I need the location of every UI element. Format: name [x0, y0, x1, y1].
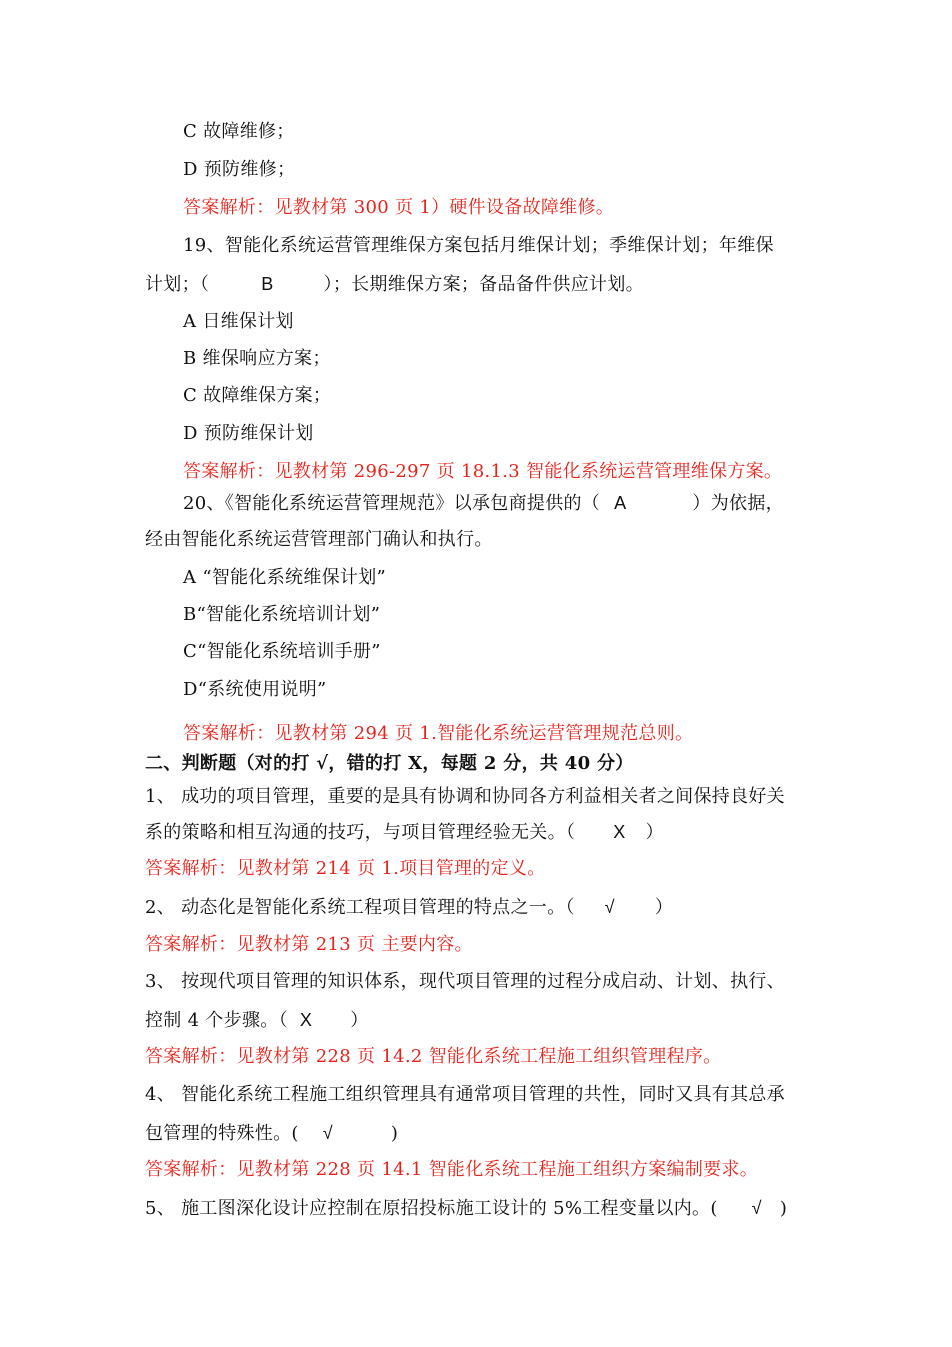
tf1-line1: 1、 成功的项目管理，重要的是具有协调和协同各方利益相关者之间保持良好关: [145, 786, 785, 807]
tf5-line1-post: ): [779, 1198, 788, 1219]
tf3-line2-pre: 控制 4 个步骤。（: [145, 1010, 288, 1031]
q19-stem-line1: 19、智能化系统运营管理维保方案包括月维保计划；季维保计划；年维保: [183, 235, 774, 256]
tf3-mark: X: [299, 1010, 313, 1030]
tf3-line2-post: ）: [350, 1010, 369, 1031]
tf1-answer: 答案解析：见教材第 214 页 1.项目管理的定义。: [145, 858, 546, 879]
q20-stem-pre: 20、《智能化系统运营管理规范》以承包商提供的（: [183, 493, 601, 514]
tf3-answer: 答案解析：见教材第 228 页 14.2 智能化系统工程施工组织管理程序。: [145, 1046, 722, 1067]
tf1-line2: [145, 820, 664, 845]
tf1-line2-pre: 系的策略和相互沟通的技巧，与项目管理经验无关。（: [145, 822, 576, 843]
q19-option-b: B 维保响应方案；: [183, 348, 331, 369]
q20-answer: 答案解析：见教材第 294 页 1.智能化系统运营管理规范总则。: [183, 723, 694, 744]
q18-option-d: D 预防维修；: [183, 159, 296, 180]
tf2-line1: [145, 895, 673, 920]
q18-answer: 答案解析：见教材第 300 页 1）硬件设备故障维修。: [183, 197, 615, 218]
q20-stem-line1: [183, 491, 784, 516]
q20-option-b: B“智能化系统培训计划”: [183, 604, 381, 625]
tf4-line2-post: ): [390, 1123, 399, 1144]
q19-option-d: D 预防维保计划: [183, 423, 314, 444]
tf5-mark: √: [751, 1198, 762, 1218]
tf2-line1-pre: 2、 动态化是智能化系统工程项目管理的特点之一。（: [145, 897, 575, 918]
q19-answer: 答案解析：见教材第 296-297 页 18.1.3 智能化系统运营管理维保方案。: [183, 461, 783, 482]
q20-answer-letter: A: [614, 493, 627, 513]
q19-option-c: C 故障维保方案；: [183, 385, 332, 406]
tf5-line1-pre: 5、 施工图深化设计应控制在原招投标施工设计的 5%工程变量以内。(: [145, 1198, 718, 1219]
tf4-line2: [145, 1121, 398, 1146]
section2-heading: 二、判断题（对的打 √，错的打 X，每题 2 分，共 40 分）: [145, 753, 634, 774]
q19-answer-letter: B: [261, 274, 274, 294]
q19-stem-post: ）；长期维保方案；备品备件供应计划。: [323, 274, 644, 295]
tf4-answer: 答案解析：见教材第 228 页 14.1 智能化系统工程施工组织方案编制要求。: [145, 1159, 759, 1180]
q20-stem-post: ）为依据，: [692, 493, 784, 514]
q19-option-a: A 日维保计划: [183, 311, 294, 332]
tf3-line1: 3、 按现代项目管理的知识体系，现代项目管理的过程分成启动、计划、执行、: [145, 971, 785, 992]
tf1-line2-post: ）: [645, 822, 664, 843]
tf2-line1-post: ）: [654, 897, 674, 918]
tf4-line2-pre: 包管理的特殊性。(: [145, 1123, 299, 1144]
tf2-mark: √: [604, 897, 615, 917]
tf3-line2: [145, 1008, 369, 1033]
tf2-answer: 答案解析：见教材第 213 页 主要内容。: [145, 934, 473, 955]
q20-option-c: C“智能化系统培训手册”: [183, 641, 381, 662]
q20-stem-line2: 经由智能化系统运营管理部门确认和执行。: [145, 529, 493, 550]
q20-option-a: A “智能化系统维保计划”: [183, 567, 387, 588]
q18-option-c: C 故障维修；: [183, 121, 295, 142]
tf5-line1: [145, 1196, 787, 1221]
q19-stem-pre: 计划；（: [145, 274, 210, 295]
q20-option-d: D“系统使用说明”: [183, 679, 327, 700]
tf1-mark: X: [613, 822, 626, 842]
tf4-mark: √: [322, 1123, 333, 1143]
q19-stem-line2: [145, 272, 644, 297]
tf4-line1: 4、 智能化系统工程施工组织管理具有通常项目管理的共性，同时又具有其总承: [145, 1084, 785, 1105]
